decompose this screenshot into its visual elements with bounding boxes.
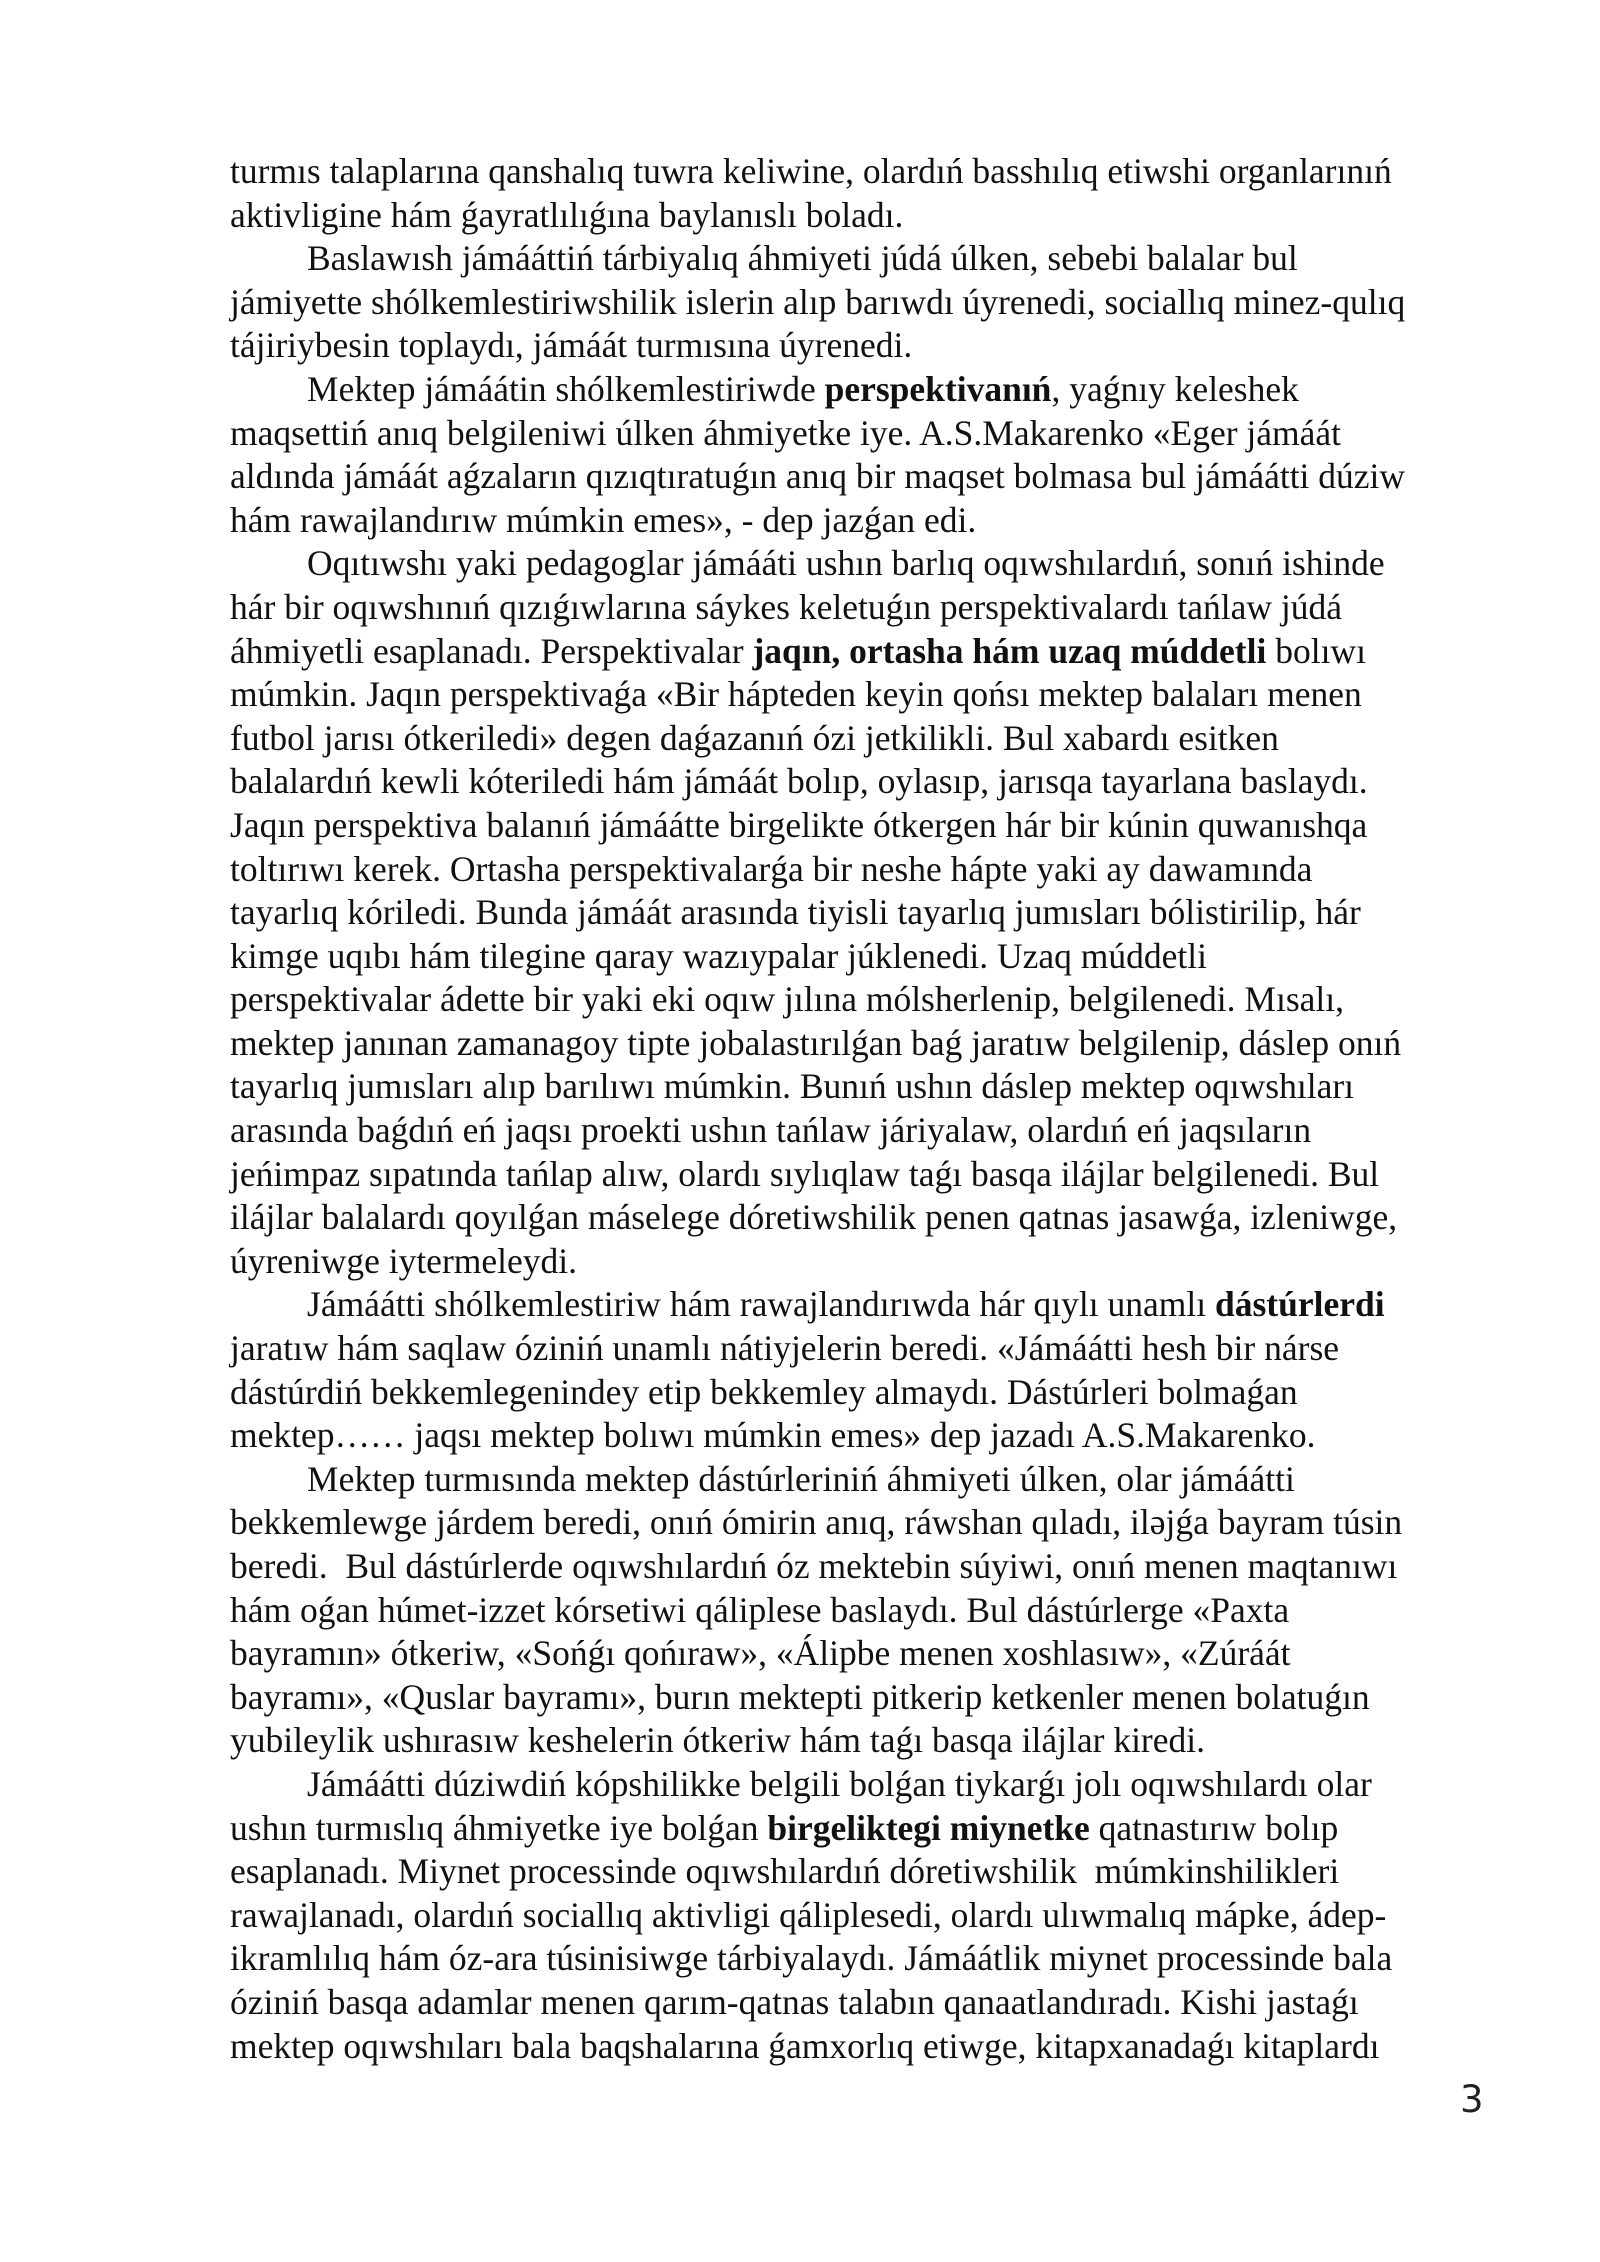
text-run: ushın turmıslıq áhmiyetke iye bolǵan [230, 1807, 768, 1848]
text-run: hám rawajlandırıw múmkin emes», - dep jazǵan edi. [230, 499, 977, 540]
text-run: qatnastırıw bolıp [1089, 1807, 1339, 1848]
text-run: aktivligine hám ǵayratlılıǵına baylanıslı boladı. [230, 194, 904, 235]
bold-text-run: jaqın, ortasha hám uzaq múddetli [752, 630, 1267, 671]
text-run: arasında baǵdıń eń jaqsı proekti ushın tańlaw járiyalaw, olardıń eń jaqsıların [230, 1110, 1312, 1151]
text-run: áhmiyetli esaplanadı. Perspektivalar [230, 630, 753, 671]
paragraph [230, 1283, 1492, 1457]
text-run: múmkin. Jaqın perspektivaǵa «Bir hápteden keyin qońsı mektep balaları menen [230, 674, 1362, 715]
paragraph [230, 150, 1492, 237]
text-run: aldında jámáát aǵzaların qızıqtıratuǵın anıq bir maqset bolmasa bul jámáátti dúziw [230, 456, 1406, 497]
text-run: tayarlıq jumısları alıp barılıwı múmkin. Bunıń ushın dáslep mektep oqıwshıları [230, 1066, 1355, 1107]
text-run: hár bir oqıwshınıń qızıǵıwlarına sáykes keletuǵın perspektivalardı tańlaw júdá [230, 586, 1343, 627]
paragraph [230, 542, 1492, 1283]
text-run: maqsettiń anıq belgileniwi úlken áhmiyetke iye. A.S.Makarenko «Eger jámáát [230, 412, 1342, 453]
text-run: esaplanadı. Miynet processinde oqıwshılardıń dóretiwshilik múmkinshilikleri [230, 1851, 1340, 1892]
text-run: jeńimpaz sıpatında tańlap alıw, olardı sıylıqlaw taǵı basqa ilájlar belgilenedi. Bul [230, 1153, 1380, 1194]
text-run: rawajlanadı, olardıń sociallıq aktivligi qáliplesedi, olardı ulıwmalıq mápke, ádep- [230, 1894, 1387, 1935]
text-run: dástúrdiń bekkemlegenindey etip bekkemley almaydı. Dástúrleri bolmaǵan [230, 1371, 1298, 1412]
text-run: Oqıtıwshı yaki pedagoglar jámááti ushın barlıq oqıwshılardıń, sonıń ishinde [307, 543, 1385, 584]
text-run: mektep janınan zamanagoy tipte jobalastırılǵan baǵ jaratıw belgilenip, dáslep onıń [230, 1022, 1402, 1063]
text-run: úyreniwge iytermeleydi. [230, 1240, 577, 1281]
text-run: óziniń basqa adamlar menen qarım-qatnas talabın qanaatlandıradı. Kishi jastaǵı [230, 1981, 1359, 2022]
text-run: , yaǵnıy keleshek [1051, 368, 1299, 409]
paragraph [230, 237, 1492, 368]
text-run: Mektep turmısında mektep dástúrleriniń áhmiyeti úlken, olar jámáátti [307, 1458, 1295, 1499]
text-run: futbol jarısı ótkeriledi» degen daǵazanıń ózi jetkilikli. Bul xabardı esitken [230, 717, 1279, 758]
bold-text-run: perspektivanıń [824, 368, 1052, 409]
document-page [230, 150, 1492, 2068]
page-number: 3 [1460, 2078, 1484, 2121]
text-run: mektep oqıwshıları bala baqshalarına ǵamxorlıq etiwge, kitapxanadaǵı kitaplardı [230, 2025, 1380, 2066]
text-run: ikramlılıq hám óz-ara túsinisiwge tárbiyalaydı. Jámáátlik miynet processinde bala [230, 1938, 1393, 1979]
text-run: jámiyette shólkemlestiriwshilik islerin alıp barıwdı úyrenedi, sociallıq minez-qulıq [230, 281, 1406, 322]
text-run: Jámáátti shólkemlestiriw hám rawajlandırıwda hár qıylı unamlı [307, 1284, 1215, 1325]
text-run: mektep…… jaqsı mektep bolıwı múmkin emes» dep jazadı A.S.Makarenko. [230, 1415, 1316, 1456]
paragraph [230, 368, 1492, 542]
bold-text-run: birgeliktegi miynetke [767, 1807, 1090, 1848]
text-run: bolıwı [1266, 630, 1366, 671]
text-run: yubileylik ushırasıw keshelerin ótkeriw hám taǵı basqa ilájlar kiredi. [230, 1720, 1206, 1761]
text-run: tayarlıq kóriledi. Bunda jámáát arasında tiyisli tayarlıq jumısları bólistirilip, hár [230, 892, 1361, 933]
text-run: kimge uqıbı hám tilegine qaray wazıypalar júklenedi. Uzaq múddetli [230, 935, 1207, 976]
text-run: bayramı», «Quslar bayramı», burın mektepti pitkerip ketkenler menen bolatuǵın [230, 1676, 1370, 1717]
text-run: bayramın» ótkeriw, «Sońǵı qońıraw», «Álipbe menen xoshlasıw», «Zúráát [230, 1633, 1291, 1674]
text-run: Jámáátti dúziwdiń kópshilikke belgili bolǵan tiykarǵı jolı oqıwshılardı olar [307, 1763, 1372, 1804]
bold-text-run: dástúrlerdi [1214, 1284, 1385, 1325]
text-run: Jaqın perspektiva balanıń jámáátte birgelikte ótkergen hár bir kúnin quwanıshqa [230, 804, 1368, 845]
text-run: balalardıń kewli kóteriledi hám jámáát bolıp, oylasıp, jarısqa tayarlana baslaydı. [230, 761, 1368, 802]
text-run: bekkemlewge járdem beredi, onıń ómirin anıq, ráwshan qıladı, iləjǵa bayram túsin [230, 1502, 1403, 1543]
text-run: perspektivalar ádette bir yaki eki oqıw jılına mólsherlenip, belgilenedi. Mısalı, [230, 979, 1345, 1020]
text-run: jaratıw hám saqlaw óziniń unamlı nátiyjelerin beredi. «Jámáátti hesh bir nárse [230, 1328, 1340, 1369]
text-run: Baslawısh jámááttiń tárbiyalıq áhmiyeti júdá úlken, sebebi balalar bul [307, 238, 1298, 279]
text-run: toltırıwı kerek. Ortasha perspektivalarǵa bir neshe hápte yaki ay dawamında [230, 848, 1313, 889]
paragraph [230, 1763, 1492, 2068]
text-run: hám oǵan húmet-izzet kórsetiwi qáliplese baslaydı. Bul dástúrlerge «Paxta [230, 1589, 1290, 1630]
text-run: ilájlar balalardı qoyılǵan máselege dóretiwshilik penen qatnas jasawǵa, izleniwge, [230, 1197, 1398, 1238]
text-run: Mektep jámáátin shólkemlestiriwde [307, 368, 825, 409]
paragraph [230, 1458, 1492, 1763]
text-run: beredi. Bul dástúrlerde oqıwshılardıń óz mektebin súyiwi, onıń menen maqtanıwı [230, 1546, 1398, 1586]
text-run: tájiriybesin toplaydı, jámáát turmısına úyrenedi. [230, 325, 913, 366]
text-run: turmıs talaplarına qanshalıq tuwra keliwine, olardıń basshılıq etiwshi organlarınıń [230, 151, 1392, 191]
